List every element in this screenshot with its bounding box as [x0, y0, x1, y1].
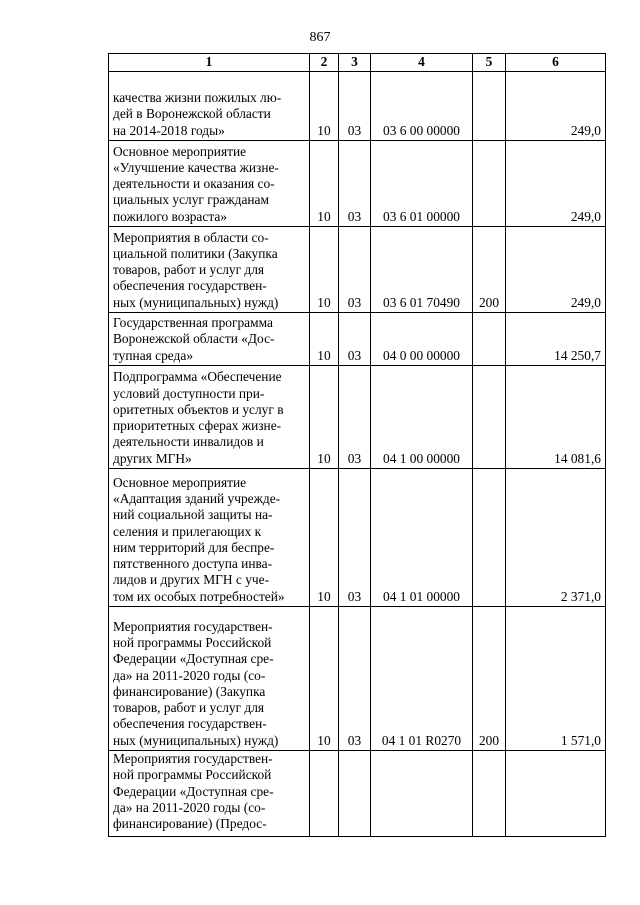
target-article-cell: 04 1 00 00000 [371, 366, 473, 469]
subsection-code-cell: 03 [339, 227, 371, 313]
target-article-cell: 03 6 00 00000 [371, 72, 473, 141]
target-article-cell [371, 751, 473, 837]
subsection-code-cell: 03 [339, 366, 371, 469]
column-header: 3 [339, 54, 371, 72]
table-row [109, 751, 606, 837]
table-row [109, 313, 606, 366]
amount-cell [506, 751, 606, 837]
amount-cell: 14 250,7 [506, 313, 606, 366]
expense-type-cell [473, 751, 506, 837]
column-header: 2 [310, 54, 339, 72]
expense-type-cell [473, 469, 506, 607]
table-row [109, 607, 606, 751]
amount-cell: 14 081,6 [506, 366, 606, 469]
section-code-cell [310, 751, 339, 837]
column-header: 4 [371, 54, 473, 72]
section-code-cell: 10 [310, 607, 339, 751]
table-row [109, 227, 606, 313]
subsection-code-cell: 03 [339, 313, 371, 366]
subsection-code-cell [339, 751, 371, 837]
target-article-cell: 04 0 00 00000 [371, 313, 473, 366]
target-article-cell: 03 6 01 70490 [371, 227, 473, 313]
amount-cell: 249,0 [506, 141, 606, 227]
expense-type-cell [473, 72, 506, 141]
table-row [109, 469, 606, 607]
expense-type-cell: 200 [473, 607, 506, 751]
item-name-cell: Подпрограмма «Обеспечение условий доступности при- оритетных объектов и услуг в приоритетных сферах жизне- деятельности инвалидов и других МГН» [109, 366, 310, 469]
amount-cell: 249,0 [506, 72, 606, 141]
item-name-cell: Государственная программа Воронежской области «Дос- тупная среда» [109, 313, 310, 366]
amount-cell: 249,0 [506, 227, 606, 313]
table-header-row [109, 54, 606, 72]
subsection-code-cell: 03 [339, 72, 371, 141]
expense-type-cell [473, 366, 506, 469]
section-code-cell: 10 [310, 72, 339, 141]
target-article-cell: 03 6 01 00000 [371, 141, 473, 227]
section-code-cell: 10 [310, 227, 339, 313]
section-code-cell: 10 [310, 469, 339, 607]
column-header: 1 [109, 54, 310, 72]
item-name-cell: Мероприятия в области со- циальной политики (Закупка товаров, работ и услуг для обеспечения государствен- ных (муниципальных) нужд) [109, 227, 310, 313]
target-article-cell: 04 1 01 00000 [371, 469, 473, 607]
amount-cell: 1 571,0 [506, 607, 606, 751]
column-header: 5 [473, 54, 506, 72]
section-code-cell: 10 [310, 313, 339, 366]
section-code-cell: 10 [310, 366, 339, 469]
section-code-cell: 10 [310, 141, 339, 227]
table-row [109, 366, 606, 469]
amount-cell: 2 371,0 [506, 469, 606, 607]
target-article-cell: 04 1 01 R0270 [371, 607, 473, 751]
subsection-code-cell: 03 [339, 141, 371, 227]
subsection-code-cell: 03 [339, 607, 371, 751]
item-name-cell: Мероприятия государствен- ной программы Российской Федерации «Доступная сре- да» на 2011-2020 годы (со- финансирование) (Предос- [109, 751, 310, 837]
item-name-cell: Основное мероприятие «Адаптация зданий учрежде- ний социальной защиты на- селения и прилегающих к ним территорий для беспре- пятственного доступа инва- лидов и других МГН с уче- том их особых потребностей» [109, 469, 310, 607]
expense-type-cell: 200 [473, 227, 506, 313]
page-number: 867 [309, 30, 331, 45]
subsection-code-cell: 03 [339, 469, 371, 607]
item-name-cell: Мероприятия государствен- ной программы Российской Федерации «Доступная сре- да» на 2011-2020 годы (со- финансирование) (Закупка товаров, работ и услуг для обеспечения государствен- ных (муниципальных) нужд) [109, 607, 310, 751]
expense-type-cell [473, 313, 506, 366]
column-header: 6 [506, 54, 606, 72]
budget-table [108, 53, 606, 837]
item-name-cell: качества жизни пожилых лю- дей в Воронежской области на 2014-2018 годы» [109, 72, 310, 141]
expense-type-cell [473, 141, 506, 227]
table-row [109, 141, 606, 227]
item-name-cell: Основное мероприятие «Улучшение качества жизне- деятельности и оказания со- циальных услуг гражданам пожилого возраста» [109, 141, 310, 227]
table-row [109, 72, 606, 141]
